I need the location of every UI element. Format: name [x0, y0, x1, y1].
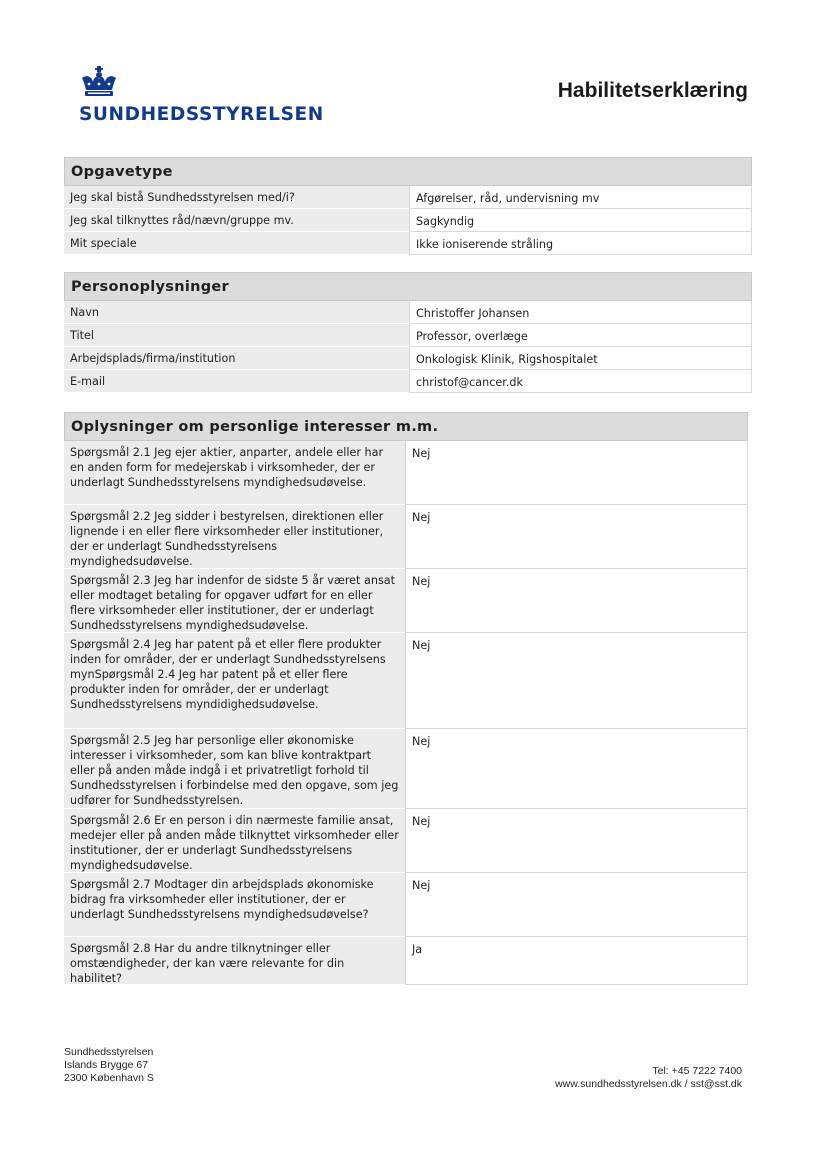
table-row: [64, 209, 752, 232]
table-row: [64, 186, 752, 209]
table-row: [64, 937, 748, 985]
row-value: christof@cancer.dk: [409, 370, 752, 393]
row-label: E-mail: [64, 370, 409, 393]
question-label: Spørgsmål 2.5 Jeg har personlige eller økonomiske interesser i virksomheder, som kan blive kontraktpart eller på anden måde indgå i et privatretligt forhold til Sundhedsstyrelsen i forbindelse med den opgave, som jeg udfører for Sundhedsstyrelsen.: [64, 729, 405, 809]
question-label: Spørgsmål 2.3 Jeg har indenfor de sidste 5 år været ansat eller modtaget betaling for opgaver udført for en eller flere virksomheder eller institutioner, der er underlagt Sundhedsstyrelsens myndighedsudøvelse.: [64, 569, 405, 633]
footer-tel: Tel: +45 7222 7400: [652, 1065, 742, 1077]
question-label: Spørgsmål 2.4 Jeg har patent på et eller flere produkter inden for områder, der er underlagt Sundhedsstyrelsens mynSpørgsmål 2.4 Jeg har patent på et eller flere produkter inden for områder, der er underlagt Sundhedsstyrelsens myndidighedsudøvelse.: [64, 633, 405, 729]
footer-contact: [555, 1065, 742, 1091]
answer-value: Nej: [405, 569, 748, 633]
table-row: [64, 633, 748, 729]
row-value: Ikke ioniserende stråling: [409, 232, 752, 255]
row-value: Christoffer Johansen: [409, 301, 752, 324]
answer-value: Nej: [405, 809, 748, 873]
footer-street: Islands Brygge 67: [64, 1059, 149, 1071]
document-title: Habilitetserklæring: [557, 79, 748, 102]
table-row: [64, 324, 752, 347]
crown-icon: [79, 66, 309, 102]
org-logo: [79, 66, 324, 125]
row-label: Navn: [64, 301, 409, 324]
row-label: Jeg skal bistå Sundhedsstyrelsen med/i?: [64, 186, 409, 209]
table-row: [64, 569, 748, 633]
question-label: Spørgsmål 2.2 Jeg sidder i bestyrelsen, direktionen eller lignende i en eller flere virksomheder eller institutioner, der er underlagt Sundhedsstyrelsens myndighedsudøvelse.: [64, 505, 405, 569]
table-row: [64, 809, 748, 873]
answer-value: Nej: [405, 505, 748, 569]
question-label: Spørgsmål 2.6 Er en person i din nærmeste familie ansat, medejer eller på anden måde tilknyttet virksomheder eller institutioner, der er underlagt Sundhedsstyrelsens myndighedsudøvelse.: [64, 809, 405, 873]
section-heading: Opgavetype: [64, 157, 752, 186]
footer-city: 2300 København S: [64, 1072, 154, 1084]
personoplysninger-section: [64, 272, 752, 393]
question-label: Spørgsmål 2.8 Har du andre tilknytninger eller omstændigheder, der kan være relevante for din habilitet?: [64, 937, 405, 985]
answer-value: Nej: [405, 633, 748, 729]
table-row: [64, 301, 752, 324]
row-label: Mit speciale: [64, 232, 409, 255]
row-value: Professor, overlæge: [409, 324, 752, 347]
row-label: Jeg skal tilknyttes råd/nævn/gruppe mv.: [64, 209, 409, 232]
footer-web: www.sundhedsstyrelsen.dk / sst@sst.dk: [555, 1078, 742, 1090]
question-label: Spørgsmål 2.1 Jeg ejer aktier, anparter, andele eller har en anden form for medejerskab i virksomheder, der er underlagt Sundhedsstyrelsens myndighedsudøvelse.: [64, 441, 405, 505]
opgavetype-section: [64, 157, 752, 255]
answer-value: Nej: [405, 873, 748, 937]
question-label: Spørgsmål 2.7 Modtager din arbejdsplads økonomiske bidrag fra virksomheder eller institutioner, der er underlagt Sundhedsstyrelsens myndighedsudøvelse?: [64, 873, 405, 937]
answer-value: Ja: [405, 937, 748, 985]
footer-org: Sundhedsstyrelsen: [64, 1046, 154, 1058]
row-value: Onkologisk Klinik, Rigshospitalet: [409, 347, 752, 370]
row-value: Sagkyndig: [409, 209, 752, 232]
table-row: [64, 441, 748, 505]
row-label: Arbejdsplads/firma/institution: [64, 347, 409, 370]
footer-address: [64, 1046, 154, 1085]
answer-value: Nej: [405, 729, 748, 809]
interesser-section: [64, 412, 748, 985]
table-row: [64, 873, 748, 937]
table-row: [64, 729, 748, 809]
table-row: [64, 347, 752, 370]
table-row: [64, 232, 752, 255]
org-name: SUNDHEDSSTYRELSEN: [79, 104, 324, 125]
answer-value: Nej: [405, 441, 748, 505]
section-heading: Personoplysninger: [64, 272, 752, 301]
row-label: Titel: [64, 324, 409, 347]
table-row: [64, 505, 748, 569]
section-heading: Oplysninger om personlige interesser m.m.: [64, 412, 748, 441]
row-value: Afgørelser, råd, undervisning mv: [409, 186, 752, 209]
table-row: [64, 370, 752, 393]
